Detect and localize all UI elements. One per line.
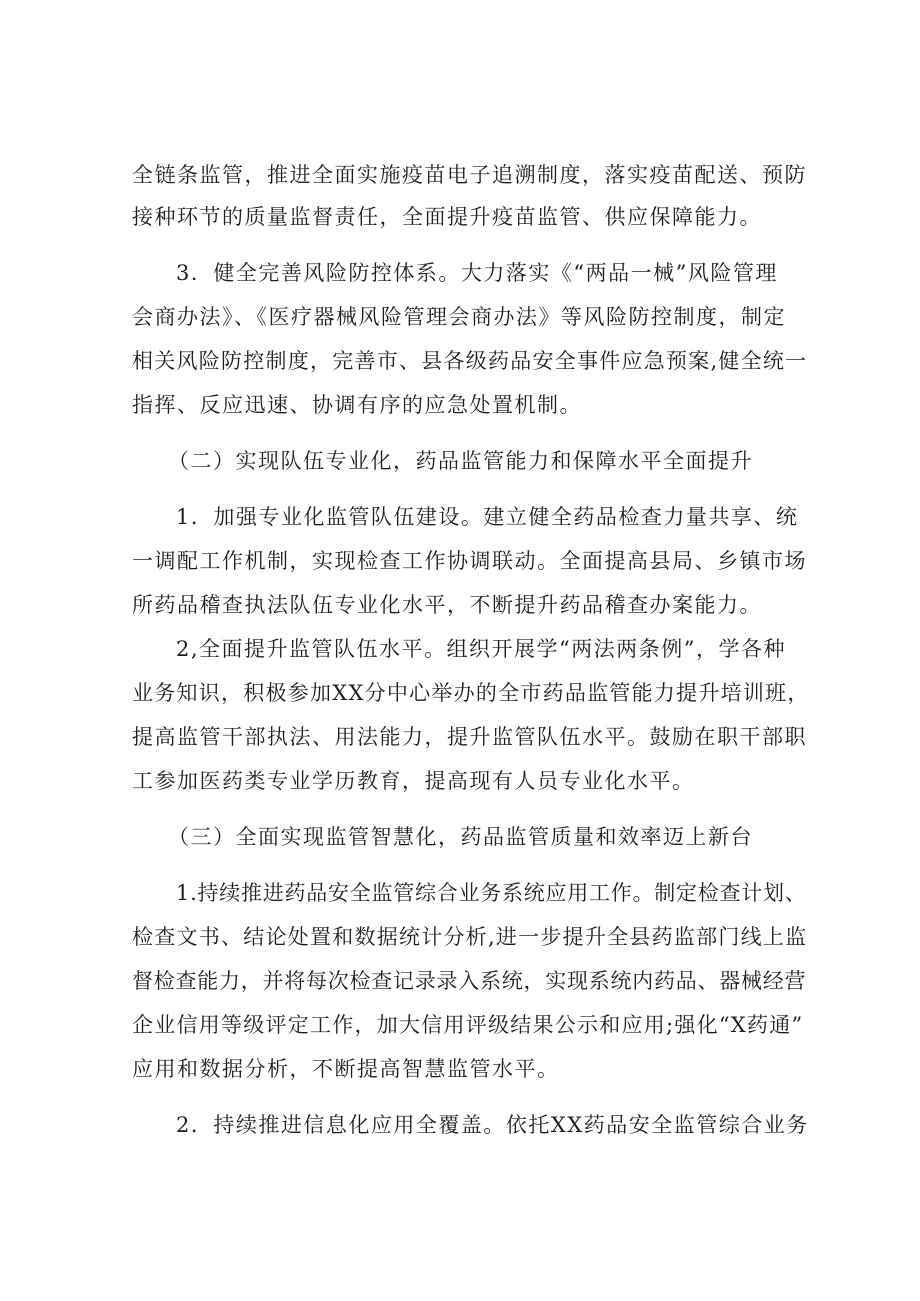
text-line: 会商办法》、《医疗器械风险管理会商办法》等风险防控制度，制定 (132, 305, 786, 329)
section-heading: （二）实现队伍专业化，药品监管能力和保障水平全面提升 (168, 449, 753, 473)
text-line: 工参加医药类专业学历教育，提高现有人员专业化水平。 (132, 769, 695, 793)
text-line: 2．持续推进信息化应用全覆盖。依托XX药品安全监管综合业务 (176, 1113, 809, 1137)
text-line: 企业信用等级评定工作，加大信用评级结果公示和应用;强化“X药通” (132, 1013, 804, 1037)
text-line: 督检查能力，并将每次检查记录录入系统，实现系统内药品、器械经营 (132, 969, 807, 993)
text-line: 1．加强专业化监管队伍建设。建立健全药品检查力量共享、统 (176, 505, 799, 529)
section-heading: （三）全面实现监管智慧化，药品监管质量和效率迈上新台 (168, 825, 753, 849)
text-line: 一调配工作机制，实现检查工作协调联动。全面提高县局、乡镇市场 (132, 549, 807, 573)
text-line: 全链条监管，推进全面实施疫苗电子追溯制度，落实疫苗配送、预防 (132, 163, 807, 187)
text-line: 提高监管干部执法、用法能力，提升监管队伍水平。鼓励在职干部职 (132, 725, 807, 749)
text-line: 业务知识，积极参加XX分中心举办的全市药品监管能力提升培训班， (132, 681, 810, 705)
text-line: 检查文书、结论处置和数据统计分析,进一步提升全县药监部门线上监 (132, 925, 808, 949)
text-line: 指挥、反应迅速、协调有序的应急处置机制。 (132, 393, 582, 417)
text-line: 1.持续推进药品安全监管综合业务系统应用工作。制定检查计划、 (176, 881, 807, 905)
text-line: 2,全面提升监管队伍水平。组织开展学“两法两条例”，学各种 (176, 637, 787, 661)
text-line: 接种环节的质量监督责任，全面提升疫苗监管、供应保障能力。 (132, 205, 762, 229)
text-line: 3．健全完善风险防控体系。大力落实《“两品一械”风险管理 (176, 261, 778, 285)
text-line: 所药品稽查执法队伍专业化水平，不断提升药品稽查办案能力。 (132, 593, 762, 617)
text-line: 相关风险防控制度，完善市、县各级药品安全事件应急预案,健全统一 (132, 349, 808, 373)
text-line: 应用和数据分析，不断提高智慧监管水平。 (132, 1057, 560, 1081)
